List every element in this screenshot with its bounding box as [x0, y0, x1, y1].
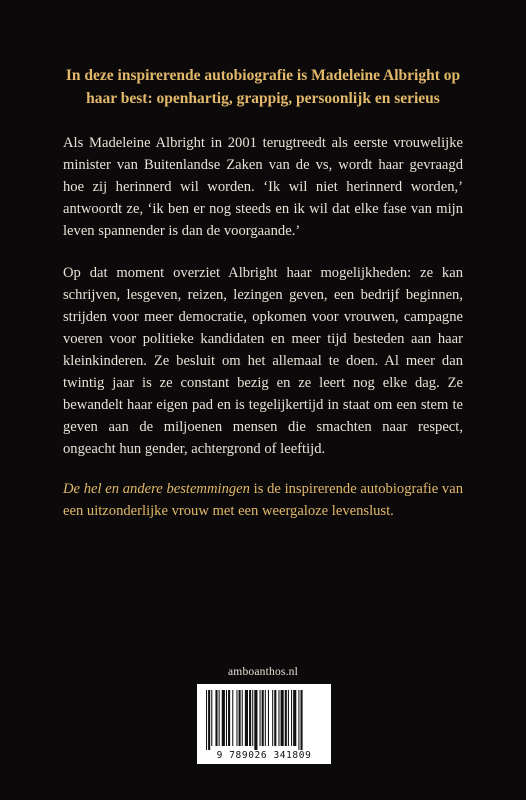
barcode-bar — [249, 690, 251, 746]
barcode-bar — [262, 690, 264, 746]
barcode-bar — [252, 690, 253, 746]
barcode-bar — [236, 690, 237, 746]
barcode-icon — [206, 690, 322, 750]
barcode-bar — [206, 690, 207, 750]
barcode-bar — [228, 690, 230, 746]
barcode-bar — [278, 690, 279, 746]
barcode-bar — [242, 690, 243, 746]
summary-text: is de inspirerende autobiografie van een uitzonderlijke vrouw met een weergaloze levenslust. — [63, 481, 463, 519]
barcode-bar — [293, 690, 296, 746]
barcode-bar — [219, 690, 220, 746]
paragraph-possibilities: Op dat moment overziet Albright haar mogelijkheden: ze kan schrijven, lesgeven, reizen, lezingen geven, een bedrijf beginnen, strijden voor meer democratie, opkomen voor vrouwen, campagne voeren voor politieke kandidaten en meer tijd besteden aan haar kleinkinderen. Ze besluit om het allemaal te doen. Al meer dan twintig jaar is ze constant bezig en ze leert nog elke dag. Ze bewandelt haar eigen pad en is tegelijkertijd in staat om een stem te geven aan de miljoenen mensen die smachten naar respect, ongeacht hun gender, achtergrond of leeftijd. — [63, 265, 463, 457]
barcode-bar — [274, 690, 276, 746]
barcode-bar — [268, 690, 269, 746]
barcode-bar — [298, 690, 299, 750]
barcode-bar — [239, 690, 241, 746]
barcode-bar — [301, 690, 303, 750]
paragraph-summary — [63, 478, 463, 522]
barcode-bar — [215, 690, 217, 746]
barcode-bar — [208, 690, 210, 750]
isbn-number: 9 789026 341809 — [216, 750, 312, 761]
publisher-website: amboanthos.nl — [228, 666, 298, 678]
book-title: De hel en andere bestemmingen — [63, 481, 250, 497]
barcode — [197, 684, 331, 764]
barcode-bar — [272, 690, 273, 746]
paragraph-intro: Als Madeleine Albright in 2001 terugtreedt als eerste vrouwelijke minister van Buitenlandse Zaken van de vs, wordt haar gevraagd hoe zij herinnerd wil worden. ‘Ik wil niet herinnerd worden,’ antwoordt ze, ‘ik ben er nog steeds en ik wil dat elke fase van mijn leven spannender is dan de voorgaande.’ — [63, 135, 463, 239]
barcode-bar — [232, 690, 233, 746]
barcode-bar — [288, 690, 289, 746]
barcode-bar — [254, 690, 257, 750]
barcode-bar — [260, 690, 261, 746]
barcode-bar — [245, 690, 248, 746]
barcode-bar — [281, 690, 284, 746]
barcode-bar — [265, 690, 266, 746]
barcode-bar — [226, 690, 227, 746]
barcode-bar — [211, 690, 212, 746]
barcode-bar — [285, 690, 287, 746]
barcode-bar — [222, 690, 225, 746]
barcode-bar — [291, 690, 292, 746]
headline: In deze inspirerende autobiografie is Madeleine Albright op haar best: openhartig, grappig, persoonlijk en serieus — [65, 67, 461, 107]
